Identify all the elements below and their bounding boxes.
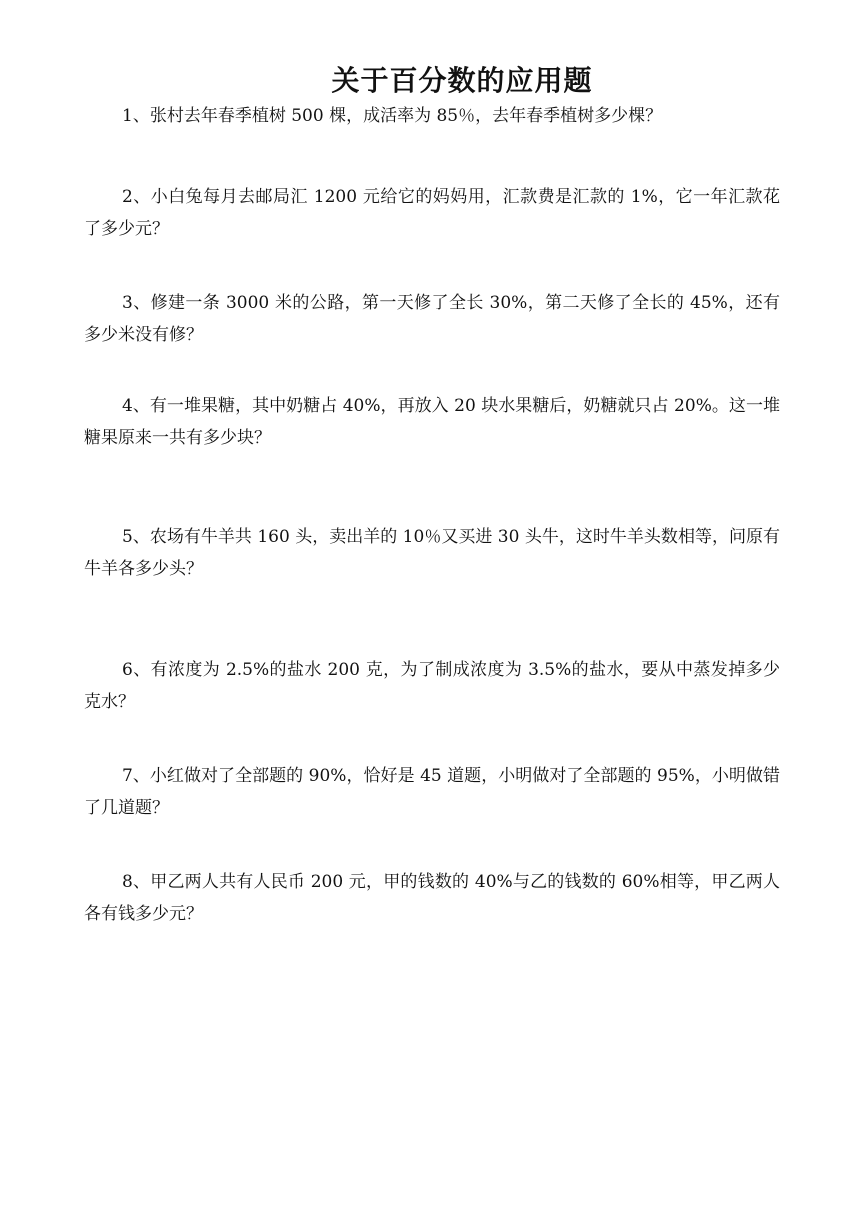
- problem-3: 3、修建一条 3000 米的公路，第一天修了全长 30%，第二天修了全长的 45%，还有多少米没有修？: [84, 293, 780, 345]
- page-title: 关于百分数的应用题: [331, 64, 593, 97]
- problem-5: 5、农场有牛羊共 160 头，卖出羊的 10％又买进 30 头牛，这时牛羊头数相等，问原有牛羊各多少头？: [84, 527, 780, 579]
- problem-1: 1、张村去年春季植树 500 棵，成活率为 85％，去年春季植树多少棵？: [122, 106, 663, 126]
- problem-7: 7、小红做对了全部题的 90%，恰好是 45 道题，小明做对了全部题的 95%，小明做错了几道题？: [84, 766, 780, 818]
- problem-8: 8、甲乙两人共有人民币 200 元，甲的钱数的 40%与乙的钱数的 60%相等，甲乙两人各有钱多少元？: [84, 872, 780, 924]
- problem-2: 2、小白兔每月去邮局汇 1200 元给它的妈妈用，汇款费是汇款的 1%，它一年汇款花了多少元？: [84, 187, 780, 239]
- problem-4: 4、有一堆果糖，其中奶糖占 40%，再放入 20 块水果糖后，奶糖就只占 20%。这一堆糖果原来一共有多少块？: [84, 396, 780, 448]
- problem-6: 6、有浓度为 2.5%的盐水 200 克，为了制成浓度为 3.5%的盐水，要从中蒸发掉多少克水？: [84, 660, 780, 712]
